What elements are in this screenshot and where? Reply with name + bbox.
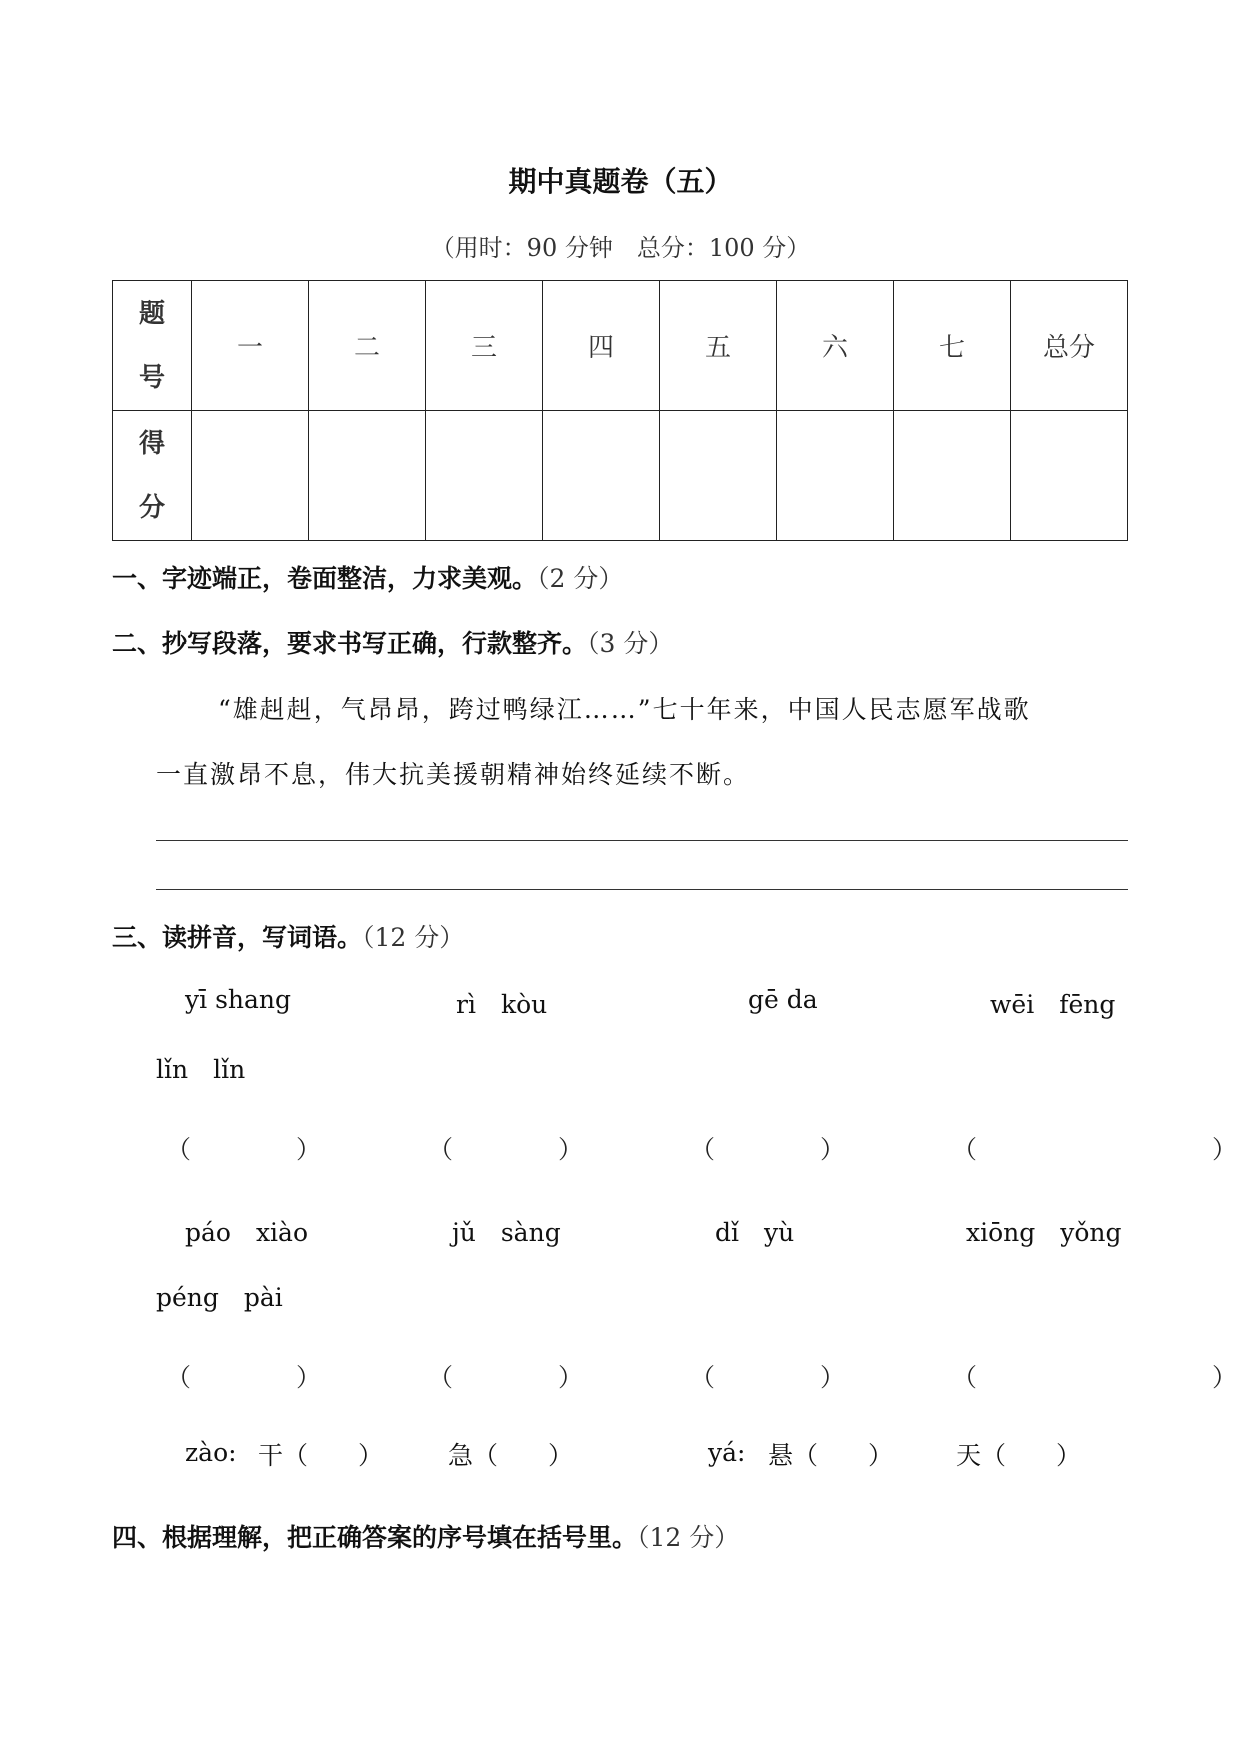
pinyin-item: xiōng yǒng xyxy=(966,1218,1122,1247)
answer-paren-open: （ xyxy=(166,1135,192,1164)
zao-blank-item[interactable]: 急（ ） xyxy=(448,1441,574,1470)
answer-paren-open: （ xyxy=(428,1363,454,1392)
column-header-total: 总分 xyxy=(1011,281,1128,411)
answer-paren-close: ） xyxy=(558,1135,584,1164)
section-4-heading: 四、根据理解，把正确答案的序号填在括号里。（12 分） xyxy=(112,1523,740,1552)
pinyin-item: wēi fēng xyxy=(990,990,1116,1019)
score-cell[interactable] xyxy=(777,411,894,541)
zao-label: zào: xyxy=(185,1438,237,1467)
answer-paren-open: （ xyxy=(690,1363,716,1392)
answer-paren-close: ） xyxy=(1212,1363,1238,1392)
pinyin-item: dǐ yù xyxy=(715,1218,795,1247)
ya-blank-item[interactable]: 悬（ ） xyxy=(768,1441,894,1470)
row-label-question-number: 题 号 xyxy=(113,281,192,411)
score-cell[interactable] xyxy=(660,411,777,541)
answer-paren-close: ） xyxy=(1212,1135,1238,1164)
answer-paren-open: （ xyxy=(690,1135,716,1164)
pinyin-item: páo xiào xyxy=(185,1218,309,1247)
answer-paren-close: ） xyxy=(296,1135,322,1164)
column-header: 四 xyxy=(543,281,660,411)
score-cell[interactable] xyxy=(192,411,309,541)
answer-paren-open: （ xyxy=(166,1363,192,1392)
row-label-score: 得 分 xyxy=(113,411,192,541)
pinyin-item: yī shang xyxy=(185,985,292,1014)
score-cell-total[interactable] xyxy=(1011,411,1128,541)
answer-paren-close: ） xyxy=(296,1363,322,1392)
column-header: 二 xyxy=(309,281,426,411)
zao-blank-item[interactable]: 干（ ） xyxy=(258,1441,384,1470)
score-cell[interactable] xyxy=(426,411,543,541)
table-row-question-number xyxy=(113,281,1128,411)
answer-paren-close: ） xyxy=(558,1363,584,1392)
page-title: 期中真题卷（五） xyxy=(508,165,733,198)
answer-paren-close: ） xyxy=(820,1363,846,1392)
answer-paren-open: （ xyxy=(952,1363,978,1392)
column-header: 一 xyxy=(192,281,309,411)
writing-line[interactable] xyxy=(156,840,1128,841)
ya-blank-item[interactable]: 天（ ） xyxy=(956,1441,1082,1470)
score-cell[interactable] xyxy=(309,411,426,541)
section-2-heading: 二、抄写段落，要求书写正确，行款整齐。（3 分） xyxy=(112,629,674,658)
pinyin-item: gē da xyxy=(748,985,818,1014)
passage-line-1: “雄赳赳，气昂昂，跨过鸭绿江……”七十年来，中国人民志愿军战歌 xyxy=(218,695,1031,724)
pinyin-item: péng pài xyxy=(156,1283,283,1312)
score-cell[interactable] xyxy=(543,411,660,541)
exam-info: （用时：90 分钟 总分：100 分） xyxy=(430,234,811,262)
column-header: 三 xyxy=(426,281,543,411)
passage-line-2: 一直激昂不息，伟大抗美援朝精神始终延续不断。 xyxy=(156,760,751,789)
column-header: 六 xyxy=(777,281,894,411)
answer-paren-close: ） xyxy=(820,1135,846,1164)
ya-label: yá: xyxy=(708,1438,746,1467)
score-table xyxy=(112,280,1128,541)
column-header: 五 xyxy=(660,281,777,411)
pinyin-item: jǔ sàng xyxy=(452,1218,561,1247)
answer-paren-open: （ xyxy=(428,1135,454,1164)
section-1-heading: 一、字迹端正，卷面整洁，力求美观。（2 分） xyxy=(112,564,624,593)
pinyin-item: rì kòu xyxy=(456,990,548,1019)
score-cell[interactable] xyxy=(894,411,1011,541)
section-3-heading: 三、读拼音，写词语。（12 分） xyxy=(112,923,465,952)
column-header: 七 xyxy=(894,281,1011,411)
answer-paren-open: （ xyxy=(952,1135,978,1164)
writing-line[interactable] xyxy=(156,889,1128,890)
table-row-score xyxy=(113,411,1128,541)
pinyin-item: lǐn lǐn xyxy=(156,1055,246,1084)
